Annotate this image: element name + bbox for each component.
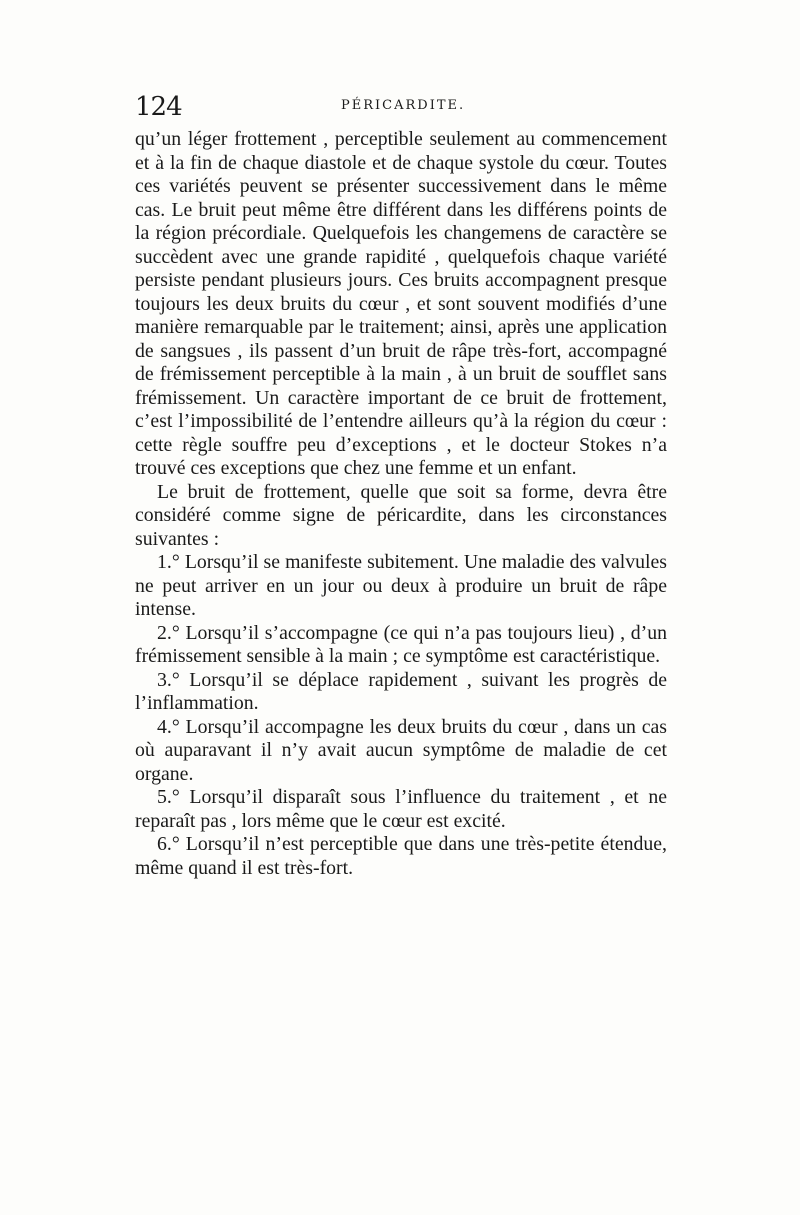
list-item-2: 2.° Lorsqu’il s’accompagne (ce qui n’a pas toujours lieu) , d’un frémissement sensible à la main ; ce symptôme est caractéristique. [135, 621, 667, 667]
paragraph-continuation: qu’un léger frottement , perceptible seulement au commencement et à la fin de chaque diastole et de chaque systole du cœur. Toutes ces variétés peuvent se présenter successivement dans le même cas. Le bruit peut même être différent dans les différens points de la région précordiale. Quelquefois les changemens de caractère se succèdent avec une grande rapidité , quelquefois chaque variété persiste pendant plusieurs jours. Ces bruits accompagnent presque toujours les deux bruits du cœur , et sont souvent modifiés d’une manière remarquable par le traitement; ainsi, après une application de sangsues , ils passent d’un bruit de râpe très-fort, accompagné de frémissement perceptible à la main , à un bruit de soufflet sans frémissement. Un caractère important de ce bruit de frottement, c’est l’impossibilité de l’entendre ailleurs qu’à la région du cœur : cette règle souffre peu d’exceptions , et le docteur Stokes n’a trouvé ces exceptions que chez une femme et un enfant. [135, 128, 667, 479]
list-item-3: 3.° Lorsqu’il se déplace rapidement , suivant les progrès de l’inflammation. [135, 668, 667, 714]
body-text [135, 128, 667, 880]
page-header [135, 92, 680, 122]
page-number: 124 [135, 92, 182, 122]
running-head: PÉRICARDITE. [341, 98, 466, 113]
list-item-6: 6.° Lorsqu’il n’est perceptible que dans une très-petite étendue, même quand il est très-fort. [135, 833, 667, 879]
paragraph-intro: Le bruit de frottement, quelle que soit sa forme, devra être considéré comme signe de péricardite, dans les circonstances suivantes : [135, 480, 667, 550]
list-item-5: 5.° Lorsqu’il disparaît sous l’influence du traitement , et ne reparaît pas , lors même que le cœur est excité. [135, 786, 667, 832]
list-item-4: 4.° Lorsqu’il accompagne les deux bruits du cœur , dans un cas où auparavant il n’y avait aucun symptôme de maladie de cet organe. [135, 715, 667, 785]
list-item-1: 1.° Lorsqu’il se manifeste subitement. Une maladie des valvules ne peut arriver en un jour ou deux à produire un bruit de râpe intense. [135, 551, 667, 620]
